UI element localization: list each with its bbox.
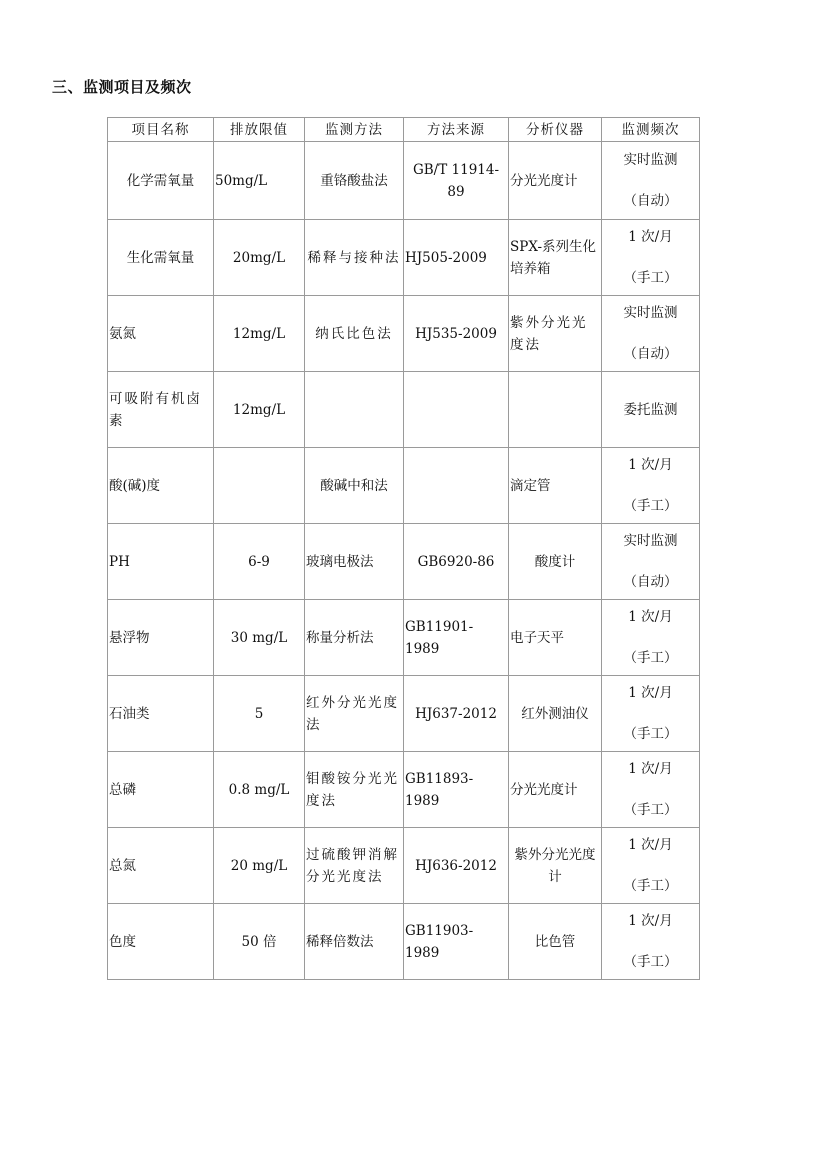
table-row — [108, 296, 700, 372]
header-item-name: 项目名称 — [108, 118, 214, 142]
cell-item-name: 化学需氧量 — [108, 142, 214, 220]
cell-method: 重铬酸盐法 — [305, 142, 404, 220]
frequency-value: 实时监测 — [623, 305, 678, 321]
frequency-value: 1 次/月 — [628, 229, 673, 245]
cell-source: GB/T 11914-89 — [404, 142, 509, 220]
cell-item-name: 石油类 — [108, 676, 214, 752]
cell-frequency: 委托监测 — [602, 372, 700, 448]
table-row — [108, 220, 700, 296]
cell-instrument: 红外测油仪 — [509, 676, 602, 752]
table-header-row — [108, 118, 700, 142]
cell-source: HJ535-2009 — [404, 296, 509, 372]
table-row — [108, 524, 700, 600]
cell-source: GB11903-1989 — [404, 904, 509, 980]
cell-source: HJ505-2009 — [404, 220, 509, 296]
frequency-mode: （手工） — [623, 954, 678, 970]
cell-item-name: PH — [108, 524, 214, 600]
cell-source — [404, 448, 509, 524]
cell-limit: 6-9 — [214, 524, 305, 600]
cell-item-name: 可吸附有机卤素 — [108, 372, 214, 448]
section-title: 三、监测项目及频次 — [52, 78, 192, 96]
cell-limit: 20mg/L — [214, 220, 305, 296]
cell-frequency — [602, 904, 700, 980]
frequency-value: 1 次/月 — [628, 685, 673, 701]
table-row — [108, 752, 700, 828]
frequency-value: 1 次/月 — [628, 837, 673, 853]
cell-source — [404, 372, 509, 448]
cell-frequency — [602, 142, 700, 220]
cell-source: HJ637-2012 — [404, 676, 509, 752]
frequency-value: 实时监测 — [623, 533, 678, 549]
cell-source: GB11893-1989 — [404, 752, 509, 828]
cell-instrument: 滴定管 — [509, 448, 602, 524]
header-source: 方法来源 — [404, 118, 509, 142]
cell-limit — [214, 448, 305, 524]
cell-limit: 5 — [214, 676, 305, 752]
cell-limit: 50 倍 — [214, 904, 305, 980]
cell-item-name: 总氮 — [108, 828, 214, 904]
cell-frequency — [602, 752, 700, 828]
cell-item-name: 氨氮 — [108, 296, 214, 372]
cell-source: GB11901-1989 — [404, 600, 509, 676]
cell-source: HJ636-2012 — [404, 828, 509, 904]
cell-limit: 12mg/L — [214, 372, 305, 448]
cell-instrument: 分光光度计 — [509, 752, 602, 828]
table-row — [108, 600, 700, 676]
cell-limit: 20 mg/L — [214, 828, 305, 904]
table-row — [108, 448, 700, 524]
cell-frequency — [602, 296, 700, 372]
header-method: 监测方法 — [305, 118, 404, 142]
cell-method — [305, 372, 404, 448]
cell-method: 钼酸铵分光光度法 — [305, 752, 404, 828]
cell-limit: 50mg/L — [214, 142, 305, 220]
cell-method: 称量分析法 — [305, 600, 404, 676]
cell-instrument: 酸度计 — [509, 524, 602, 600]
frequency-mode: （手工） — [623, 498, 678, 514]
frequency-value: 实时监测 — [623, 152, 678, 168]
cell-method: 红外分光光度法 — [305, 676, 404, 752]
frequency-value: 1 次/月 — [628, 457, 673, 473]
cell-instrument: 电子天平 — [509, 600, 602, 676]
cell-instrument: 分光光度计 — [509, 142, 602, 220]
cell-instrument: SPX-系列生化培养箱 — [509, 220, 602, 296]
cell-item-name: 生化需氧量 — [108, 220, 214, 296]
cell-method: 纳氏比色法 — [305, 296, 404, 372]
frequency-mode: （手工） — [623, 802, 678, 818]
header-instrument: 分析仪器 — [509, 118, 602, 142]
cell-frequency — [602, 448, 700, 524]
frequency-value: 1 次/月 — [628, 761, 673, 777]
cell-instrument — [509, 372, 602, 448]
cell-method: 玻璃电极法 — [305, 524, 404, 600]
cell-method: 稀释倍数法 — [305, 904, 404, 980]
table-row — [108, 828, 700, 904]
cell-method: 稀释与接种法 — [305, 220, 404, 296]
frequency-mode: （手工） — [623, 878, 678, 894]
cell-instrument: 紫外分光光度法 — [509, 296, 602, 372]
cell-instrument: 紫外分光光度计 — [509, 828, 602, 904]
frequency-mode: （手工） — [623, 270, 678, 286]
cell-item-name: 悬浮物 — [108, 600, 214, 676]
cell-item-name: 酸(碱)度 — [108, 448, 214, 524]
cell-frequency — [602, 524, 700, 600]
frequency-value: 1 次/月 — [628, 609, 673, 625]
frequency-value: 1 次/月 — [628, 913, 673, 929]
cell-instrument: 比色管 — [509, 904, 602, 980]
cell-method: 过硫酸钾消解分光光度法 — [305, 828, 404, 904]
cell-limit: 12mg/L — [214, 296, 305, 372]
cell-item-name: 色度 — [108, 904, 214, 980]
frequency-mode: （手工） — [623, 726, 678, 742]
cell-limit: 0.8 mg/L — [214, 752, 305, 828]
monitoring-table — [107, 117, 700, 980]
cell-frequency — [602, 676, 700, 752]
cell-frequency — [602, 220, 700, 296]
cell-source: GB6920-86 — [404, 524, 509, 600]
table-row — [108, 904, 700, 980]
cell-frequency — [602, 600, 700, 676]
header-frequency: 监测频次 — [602, 118, 700, 142]
frequency-mode: （自动） — [623, 346, 678, 362]
cell-limit: 30 mg/L — [214, 600, 305, 676]
table-row — [108, 372, 700, 448]
table-row — [108, 676, 700, 752]
header-limit: 排放限值 — [214, 118, 305, 142]
cell-method: 酸碱中和法 — [305, 448, 404, 524]
frequency-mode: （自动） — [623, 574, 678, 590]
frequency-mode: （自动） — [623, 193, 678, 209]
frequency-mode: （手工） — [623, 650, 678, 666]
table-row — [108, 142, 700, 220]
cell-frequency — [602, 828, 700, 904]
cell-item-name: 总磷 — [108, 752, 214, 828]
